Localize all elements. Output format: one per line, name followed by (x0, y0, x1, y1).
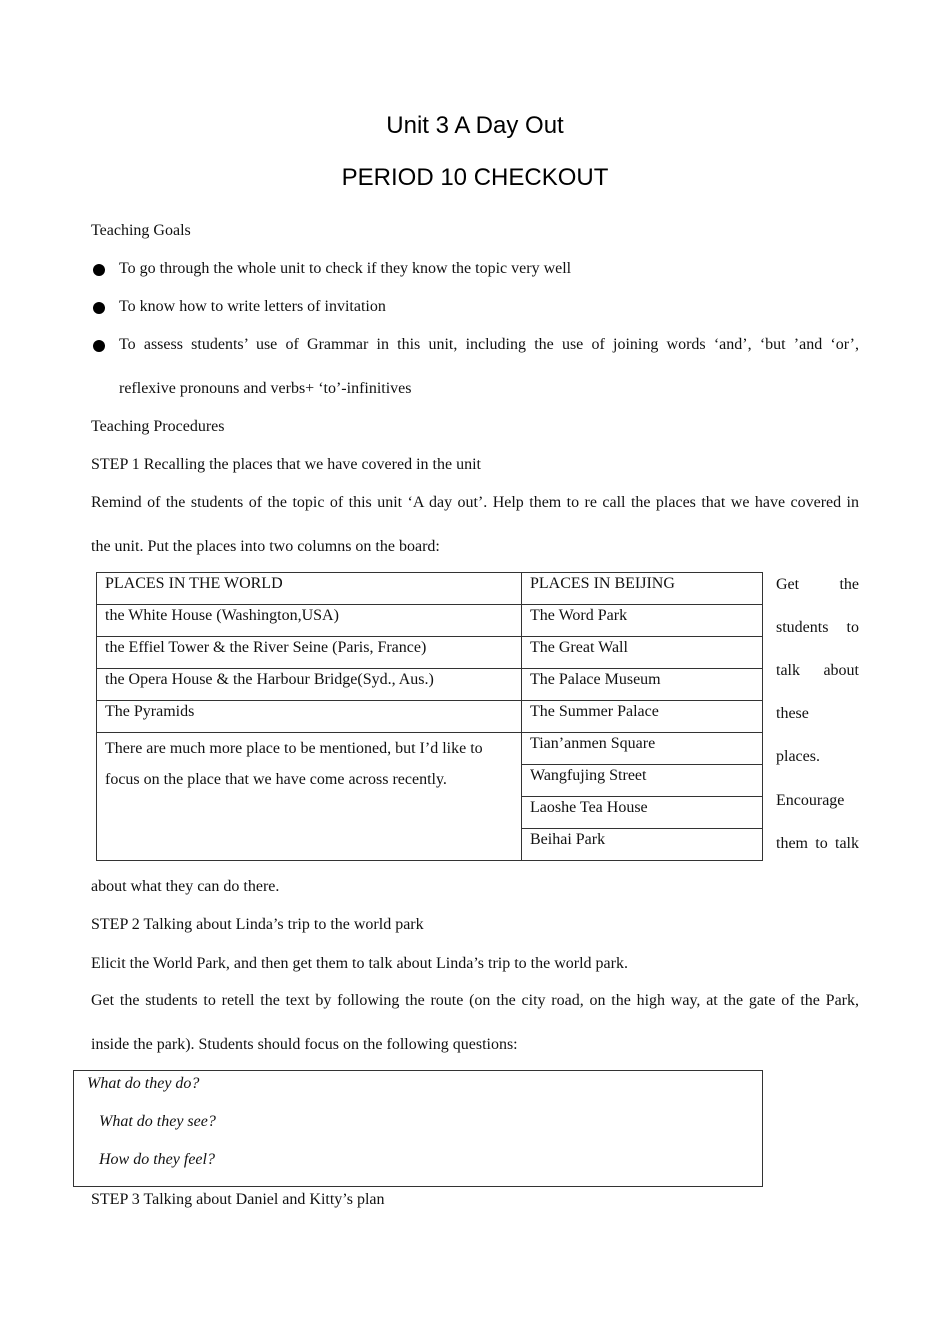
step1-heading: STEP 1 Recalling the places that we have covered in the unit (91, 456, 481, 473)
step2-paragraph: Get the students to retell the text by following the route (on the city road, on the high way, at the gate of the Park, (91, 992, 859, 1009)
table-row (97, 605, 763, 637)
goal-item-continued: reflexive pronouns and verbs+ ‘to’-infinitives (119, 380, 412, 397)
world-place-cell: the White House (Washington,USA) (97, 605, 522, 637)
questions-box (73, 1070, 763, 1187)
beijing-place-cell: Beihai Park (522, 829, 763, 861)
table-row (97, 669, 763, 701)
world-column-header: PLACES IN THE WORLD (97, 573, 522, 605)
beijing-place-cell: The Summer Palace (522, 701, 763, 733)
step2-paragraph: Elicit the World Park, and then get them to talk about Linda’s trip to the world park. (91, 955, 628, 972)
teaching-goals-heading: Teaching Goals (91, 222, 191, 239)
world-place-cell: the Effiel Tower & the River Seine (Paris, France) (97, 637, 522, 669)
after-table-text: about what they can do there. (91, 878, 280, 895)
beijing-place-cell: The Palace Museum (522, 669, 763, 701)
table-row (97, 573, 763, 605)
question-item: What do they do? (87, 1075, 200, 1092)
goal-item: To know how to write letters of invitation (119, 298, 386, 315)
bullet-icon (93, 340, 105, 352)
bullet-icon (93, 264, 105, 276)
goal-item: To go through the whole unit to check if they know the topic very well (119, 260, 572, 277)
beijing-place-cell: The Great Wall (522, 637, 763, 669)
beijing-place-cell: Wangfujing Street (522, 765, 763, 797)
bullet-icon (93, 302, 105, 314)
side-text-line: these (776, 705, 809, 722)
step2-heading: STEP 2 Talking about Linda’s trip to the world park (91, 916, 424, 933)
side-text-line: Get the (776, 576, 859, 593)
table-row (97, 701, 763, 733)
step1-paragraph: Remind of the students of the topic of this unit ‘A day out’. Help them to re call the places that we have covered in (91, 494, 859, 511)
side-text-line: talk about (776, 662, 859, 679)
world-note-line: focus on the place that we have come across recently. (105, 771, 447, 788)
side-text-line: places. (776, 748, 820, 765)
step1-paragraph-continued: the unit. Put the places into two columns on the board: (91, 538, 440, 555)
question-item: How do they feel? (99, 1151, 215, 1168)
beijing-column-header: PLACES IN BEIJING (522, 573, 763, 605)
side-text-line: them to talk (776, 835, 859, 852)
places-table (96, 572, 763, 861)
beijing-place-cell: The Word Park (522, 605, 763, 637)
beijing-place-cell: Tian’anmen Square (522, 733, 763, 765)
world-note-cell (97, 733, 522, 861)
step2-paragraph-continued: inside the park). Students should focus on the following questions: (91, 1036, 518, 1053)
table-row (97, 733, 763, 765)
question-item: What do they see? (99, 1113, 216, 1130)
table-row (97, 637, 763, 669)
step3-heading: STEP 3 Talking about Daniel and Kitty’s plan (91, 1191, 385, 1208)
procedures-heading: Teaching Procedures (91, 418, 225, 435)
unit-title: Unit 3 A Day Out (386, 112, 564, 139)
side-text-line: students to (776, 619, 859, 636)
beijing-place-cell: Laoshe Tea House (522, 797, 763, 829)
world-place-cell: The Pyramids (97, 701, 522, 733)
world-place-cell: the Opera House & the Harbour Bridge(Syd., Aus.) (97, 669, 522, 701)
period-title: PERIOD 10 CHECKOUT (341, 164, 609, 191)
side-text-line: Encourage (776, 792, 845, 809)
world-note-line: There are much more place to be mentioned, but I’d like to (105, 740, 483, 757)
goal-item: To assess students’ use of Grammar in this unit, including the use of joining words ‘and’, ‘but ’and ‘or’, (119, 336, 859, 353)
